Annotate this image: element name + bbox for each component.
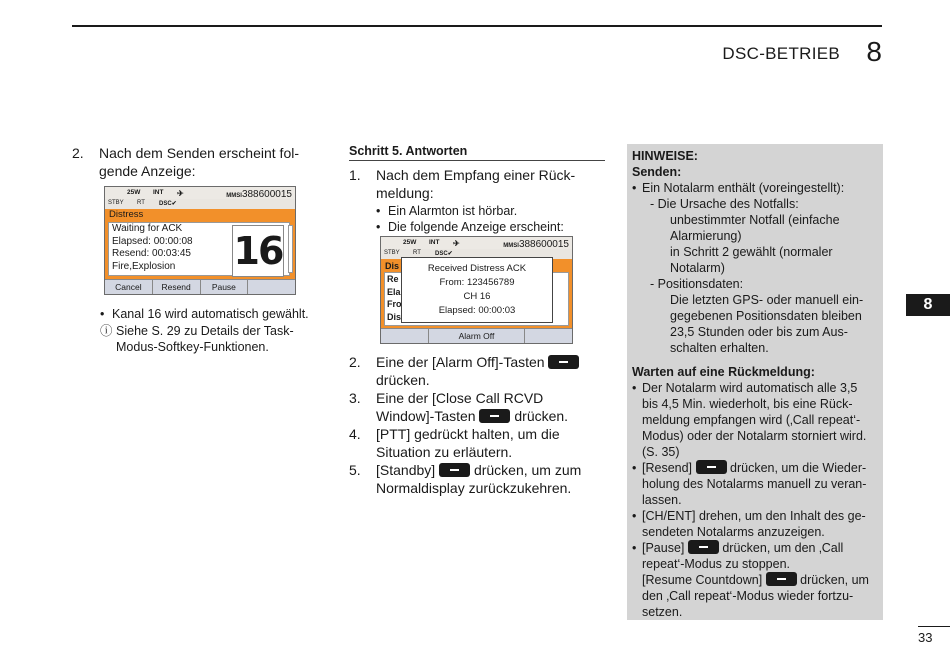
nature-line: Fire,Explosion (112, 260, 176, 272)
power-indicator: 25W (127, 189, 141, 196)
dialog-channel: CH 16 (463, 291, 491, 302)
step-2: 2. Eine der [Alarm Off]-Tasten drücken. (349, 353, 609, 389)
softkey-bar (105, 279, 295, 294)
notes-subtitle-wait: Warten auf eine Rückmeldung: (632, 365, 815, 379)
display-status-bar (105, 187, 295, 199)
step-4: 4. [PTT] gedrückt halten, um die Situation zu erläutern. (349, 426, 560, 460)
middle-column (349, 144, 605, 235)
step-number: 2. (72, 145, 84, 161)
channel-number: 16 (232, 225, 284, 277)
header-rule (72, 25, 882, 27)
step-text: Nach dem Senden erscheint fol- (99, 145, 299, 161)
display-mode-row: STBY RT DSC✔ (384, 250, 453, 257)
distress-panel-bg: Dis Re Ela Fro Dis (381, 259, 572, 329)
display-mode-row: STBY RT DSC✔ (108, 200, 177, 207)
step-1: 1. Nach dem Empfang einer Rück- meldung: (349, 167, 576, 201)
notes-box: HINWEISE: Senden: • Ein Notalarm enthält (voreingestellt): - Die Ursache des Notfalls: unbestimmter Notfall (einfache Alarmierung) in Schritt 2 gewählt (normaler Notalarm) - Positionsdaten: Die letzten GPS- oder manuell ein- gegebenen Positionsdaten bleiben 23,5 Stunden oder bis zum Aus- schalten erhalten. Warten auf eine Rückmeldung: • Der Notalarm wird automatisch alle 3,5 bis 4,5 Min. wiederholt, bis eine Rück- meldung empfangen wird (‚Call repeat‘- Modus) oder der Notalarm storniert wird. (S. 35) • [Resend] drücken, um die Wieder- holung des Notalarms manuell zu veran- lassen. • [CH/ENT] drehen, um den Inhalt des ge- sendeten Notalarms anzuzeigen. • [Pause] drücken, um den ‚Call repeat‘-Modus zu stoppen. [Resume Countdown] drücken, um den ‚Call repeat‘-Modus wieder fortzu- setzen. (627, 144, 883, 620)
status-line: Waiting for ACK (112, 223, 183, 234)
softkey-bar (381, 328, 572, 343)
radio-display-ack (380, 236, 573, 344)
chapter-title: DSC-BETRIEB (722, 44, 840, 63)
softkey-icon (766, 572, 797, 586)
ack-dialog (401, 257, 553, 323)
notes-subtitle-send: Senden: (632, 165, 682, 179)
radio-display-distress (104, 186, 296, 295)
mmsi-readout: MMSI388600015 (503, 239, 569, 250)
softkey-empty (525, 329, 572, 343)
mmsi-readout: MMSI388600015 (226, 189, 292, 200)
softkey-empty (248, 280, 295, 294)
softkey-alarm-off[interactable]: Alarm Off (429, 329, 525, 343)
resend-line: Resend: 00:03:45 (112, 248, 191, 259)
dialog-elapsed: Elapsed: 00:00:03 (438, 305, 516, 316)
distress-banner: Distress (109, 209, 144, 220)
softkey-icon (548, 355, 579, 369)
step-text: gende Anzeige: (99, 163, 196, 179)
footer-rule (918, 626, 950, 627)
step-2 (72, 144, 322, 180)
softkey-icon (688, 540, 719, 554)
int-indicator: INT (153, 189, 164, 196)
left-column (72, 144, 322, 180)
dialog-title: Received Distress ACK (427, 263, 527, 274)
softkey-resend[interactable]: Resend (153, 280, 201, 294)
bullet-item: • Kanal 16 wird automatisch gewählt. (100, 307, 309, 321)
chapter-side-tab: 8 (906, 294, 950, 316)
step-3: 3. Eine der [Close Call RCVD Window]-Tasten drücken. (349, 390, 569, 424)
page-number: 33 (918, 630, 933, 645)
info-icon: ⓘ (100, 324, 113, 338)
gps-icon: ✈ (453, 239, 460, 248)
section-title: Schritt 5. Antworten (349, 144, 605, 161)
elapsed-line: Elapsed: 00:00:08 (112, 235, 193, 247)
softkey-icon (479, 409, 510, 423)
note-item: ⓘ Siehe S. 29 zu Details der Task- (100, 324, 294, 338)
softkey-pause[interactable]: Pause (201, 280, 249, 294)
softkey-cancel[interactable]: Cancel (105, 280, 153, 294)
softkey-icon (439, 463, 470, 477)
dialog-from: From: 123456789 (439, 277, 515, 288)
gps-icon: ✈ (177, 189, 184, 198)
distress-panel (105, 209, 295, 280)
middle-steps (349, 353, 609, 497)
step-5: 5. [Standby] drücken, um zum Normaldisplay zurückzukehren. (349, 462, 582, 496)
notes-title: HINWEISE: (632, 149, 698, 163)
left-bullets: • Kanal 16 wird automatisch gewählt. ⓘ Siehe S. 29 zu Details der Task- Modus-Softkey-Funktionen. (100, 306, 322, 355)
sub-bullets: • Ein Alarmton ist hörbar. • Die folgende Anzeige erscheint: (376, 204, 564, 234)
softkey-icon (696, 460, 727, 474)
scrollbar (288, 225, 293, 273)
softkey-empty (381, 329, 429, 343)
chapter-number: 8 (866, 36, 882, 67)
display-status-bar: 25W INT ✈ MMSI388600015 (381, 237, 572, 249)
